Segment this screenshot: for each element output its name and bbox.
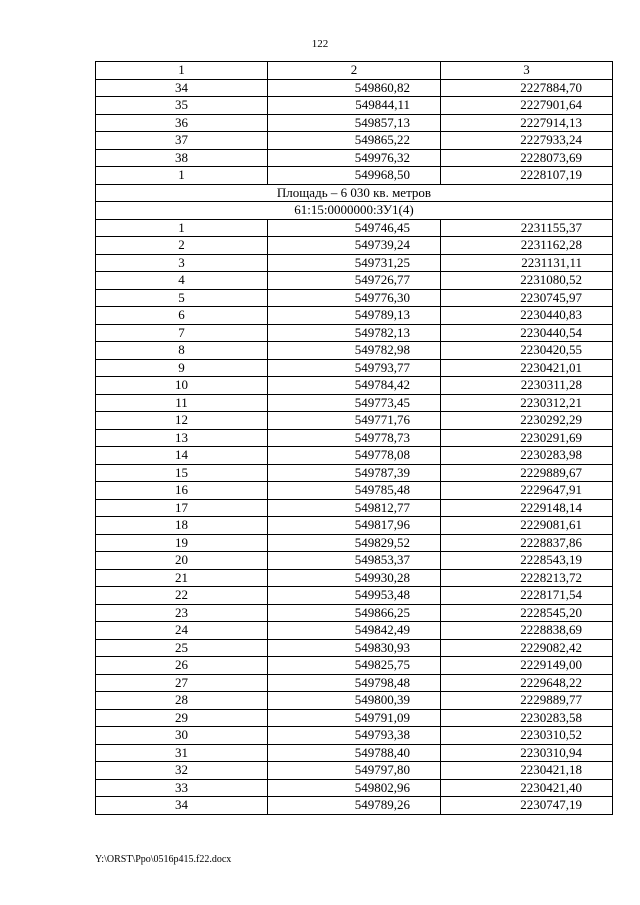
table-row [96,254,613,272]
coordinates-table-body [96,62,613,815]
y-coordinate-cell: 2228545,20 [441,604,613,622]
x-coordinate-cell: 549739,24 [268,237,441,255]
x-coordinate-cell: 549789,13 [268,307,441,325]
table-row [96,762,613,780]
x-coordinate-cell: 549782,98 [268,342,441,360]
area-label: Площадь – 6 030 кв. метров [96,184,613,202]
y-coordinate-cell: 2230311,28 [441,377,613,395]
table-row [96,412,613,430]
x-coordinate-cell: 549746,45 [268,219,441,237]
x-coordinate-cell: 549793,77 [268,359,441,377]
y-coordinate-cell: 2230421,40 [441,779,613,797]
point-number-cell: 5 [96,289,268,307]
table-row [96,674,613,692]
y-coordinate-cell: 2230440,54 [441,324,613,342]
point-number-cell: 11 [96,394,268,412]
parcel-id-label: 61:15:0000000:ЗУ1(4) [96,202,613,220]
x-coordinate-cell: 549817,96 [268,517,441,535]
x-coordinate-cell: 549785,48 [268,482,441,500]
table-row [96,429,613,447]
point-number-cell: 31 [96,744,268,762]
x-coordinate-cell: 549788,40 [268,744,441,762]
x-coordinate-cell: 549782,13 [268,324,441,342]
point-number-cell: 4 [96,272,268,290]
x-coordinate-cell: 549860,82 [268,79,441,97]
y-coordinate-cell: 2231162,28 [441,237,613,255]
column-header-point: 1 [96,62,268,80]
y-coordinate-cell: 2230283,98 [441,447,613,465]
table-row [96,499,613,517]
coordinates-table [95,61,613,815]
table-row [96,464,613,482]
table-row [96,359,613,377]
point-number-cell: 1 [96,219,268,237]
column-header-y: 3 [441,62,613,80]
x-coordinate-cell: 549857,13 [268,114,441,132]
y-coordinate-cell: 2227914,13 [441,114,613,132]
y-coordinate-cell: 2230421,18 [441,762,613,780]
point-number-cell: 2 [96,237,268,255]
point-number-cell: 16 [96,482,268,500]
y-coordinate-cell: 2227884,70 [441,79,613,97]
point-number-cell: 21 [96,569,268,587]
table-row [96,342,613,360]
table-row [96,727,613,745]
table-row [96,709,613,727]
x-coordinate-cell: 549776,30 [268,289,441,307]
point-number-cell: 35 [96,97,268,115]
table-row [96,692,613,710]
table-row [96,552,613,570]
table-row [96,622,613,640]
y-coordinate-cell: 2228543,19 [441,552,613,570]
point-number-cell: 26 [96,657,268,675]
x-coordinate-cell: 549953,48 [268,587,441,605]
table-row [96,534,613,552]
x-coordinate-cell: 549829,52 [268,534,441,552]
point-number-cell: 23 [96,604,268,622]
y-coordinate-cell: 2229889,67 [441,464,613,482]
parcel-id-label-row [96,202,613,220]
table-row [96,289,613,307]
table-row [96,237,613,255]
y-coordinate-cell: 2229647,91 [441,482,613,500]
y-coordinate-cell: 2228073,69 [441,149,613,167]
x-coordinate-cell: 549866,25 [268,604,441,622]
point-number-cell: 14 [96,447,268,465]
table-row [96,97,613,115]
y-coordinate-cell: 2228107,19 [441,167,613,185]
y-coordinate-cell: 2229081,61 [441,517,613,535]
point-number-cell: 34 [96,797,268,815]
y-coordinate-cell: 2230440,83 [441,307,613,325]
y-coordinate-cell: 2229648,22 [441,674,613,692]
y-coordinate-cell: 2231155,37 [441,219,613,237]
table-row [96,604,613,622]
point-number-cell: 3 [96,254,268,272]
point-number-cell: 34 [96,79,268,97]
area-label-row [96,184,613,202]
y-coordinate-cell: 2230420,55 [441,342,613,360]
x-coordinate-cell: 549865,22 [268,132,441,150]
y-coordinate-cell: 2231080,52 [441,272,613,290]
x-coordinate-cell: 549778,73 [268,429,441,447]
x-coordinate-cell: 549930,28 [268,569,441,587]
x-coordinate-cell: 549825,75 [268,657,441,675]
table-header-row [96,62,613,80]
y-coordinate-cell: 2229889,77 [441,692,613,710]
point-number-cell: 12 [96,412,268,430]
point-number-cell: 38 [96,149,268,167]
point-number-cell: 32 [96,762,268,780]
table-row [96,79,613,97]
point-number-cell: 17 [96,499,268,517]
point-number-cell: 13 [96,429,268,447]
point-number-cell: 28 [96,692,268,710]
table-row [96,639,613,657]
point-number-cell: 20 [96,552,268,570]
footer-file-path: Y:\ORST\Ppo\0516p415.f22.docx [95,854,232,865]
y-coordinate-cell: 2227901,64 [441,97,613,115]
x-coordinate-cell: 549787,39 [268,464,441,482]
y-coordinate-cell: 2229149,00 [441,657,613,675]
table-row [96,114,613,132]
table-row [96,219,613,237]
point-number-cell: 24 [96,622,268,640]
x-coordinate-cell: 549812,77 [268,499,441,517]
table-row [96,587,613,605]
table-row [96,779,613,797]
point-number-cell: 36 [96,114,268,132]
table-row [96,394,613,412]
y-coordinate-cell: 2227933,24 [441,132,613,150]
y-coordinate-cell: 2230747,19 [441,797,613,815]
y-coordinate-cell: 2230283,58 [441,709,613,727]
x-coordinate-cell: 549726,77 [268,272,441,290]
y-coordinate-cell: 2230291,69 [441,429,613,447]
x-coordinate-cell: 549798,48 [268,674,441,692]
page-number: 122 [311,38,329,50]
table-row [96,377,613,395]
y-coordinate-cell: 2230745,97 [441,289,613,307]
table-row [96,149,613,167]
x-coordinate-cell: 549844,11 [268,97,441,115]
table-row [96,744,613,762]
y-coordinate-cell: 2231131,11 [441,254,613,272]
x-coordinate-cell: 549976,32 [268,149,441,167]
point-number-cell: 29 [96,709,268,727]
table-row [96,482,613,500]
table-row [96,132,613,150]
table-row [96,272,613,290]
y-coordinate-cell: 2228837,86 [441,534,613,552]
x-coordinate-cell: 549797,80 [268,762,441,780]
point-number-cell: 9 [96,359,268,377]
table-row [96,324,613,342]
y-coordinate-cell: 2229148,14 [441,499,613,517]
point-number-cell: 33 [96,779,268,797]
y-coordinate-cell: 2230292,29 [441,412,613,430]
y-coordinate-cell: 2230310,94 [441,744,613,762]
y-coordinate-cell: 2228213,72 [441,569,613,587]
x-coordinate-cell: 549793,38 [268,727,441,745]
column-header-x: 2 [268,62,441,80]
point-number-cell: 7 [96,324,268,342]
x-coordinate-cell: 549778,08 [268,447,441,465]
point-number-cell: 10 [96,377,268,395]
x-coordinate-cell: 549773,45 [268,394,441,412]
y-coordinate-cell: 2229082,42 [441,639,613,657]
point-number-cell: 30 [96,727,268,745]
x-coordinate-cell: 549771,76 [268,412,441,430]
point-number-cell: 8 [96,342,268,360]
table-row [96,797,613,815]
point-number-cell: 37 [96,132,268,150]
x-coordinate-cell: 549853,37 [268,552,441,570]
table-row [96,657,613,675]
y-coordinate-cell: 2228838,69 [441,622,613,640]
y-coordinate-cell: 2230421,01 [441,359,613,377]
point-number-cell: 22 [96,587,268,605]
x-coordinate-cell: 549789,26 [268,797,441,815]
point-number-cell: 25 [96,639,268,657]
point-number-cell: 1 [96,167,268,185]
x-coordinate-cell: 549731,25 [268,254,441,272]
table-row [96,517,613,535]
point-number-cell: 19 [96,534,268,552]
y-coordinate-cell: 2228171,54 [441,587,613,605]
table-row [96,167,613,185]
y-coordinate-cell: 2230312,21 [441,394,613,412]
x-coordinate-cell: 549968,50 [268,167,441,185]
x-coordinate-cell: 549784,42 [268,377,441,395]
x-coordinate-cell: 549791,09 [268,709,441,727]
point-number-cell: 6 [96,307,268,325]
point-number-cell: 27 [96,674,268,692]
x-coordinate-cell: 549830,93 [268,639,441,657]
table-row [96,447,613,465]
y-coordinate-cell: 2230310,52 [441,727,613,745]
x-coordinate-cell: 549802,96 [268,779,441,797]
x-coordinate-cell: 549800,39 [268,692,441,710]
point-number-cell: 15 [96,464,268,482]
table-row [96,569,613,587]
x-coordinate-cell: 549842,49 [268,622,441,640]
point-number-cell: 18 [96,517,268,535]
table-row [96,307,613,325]
